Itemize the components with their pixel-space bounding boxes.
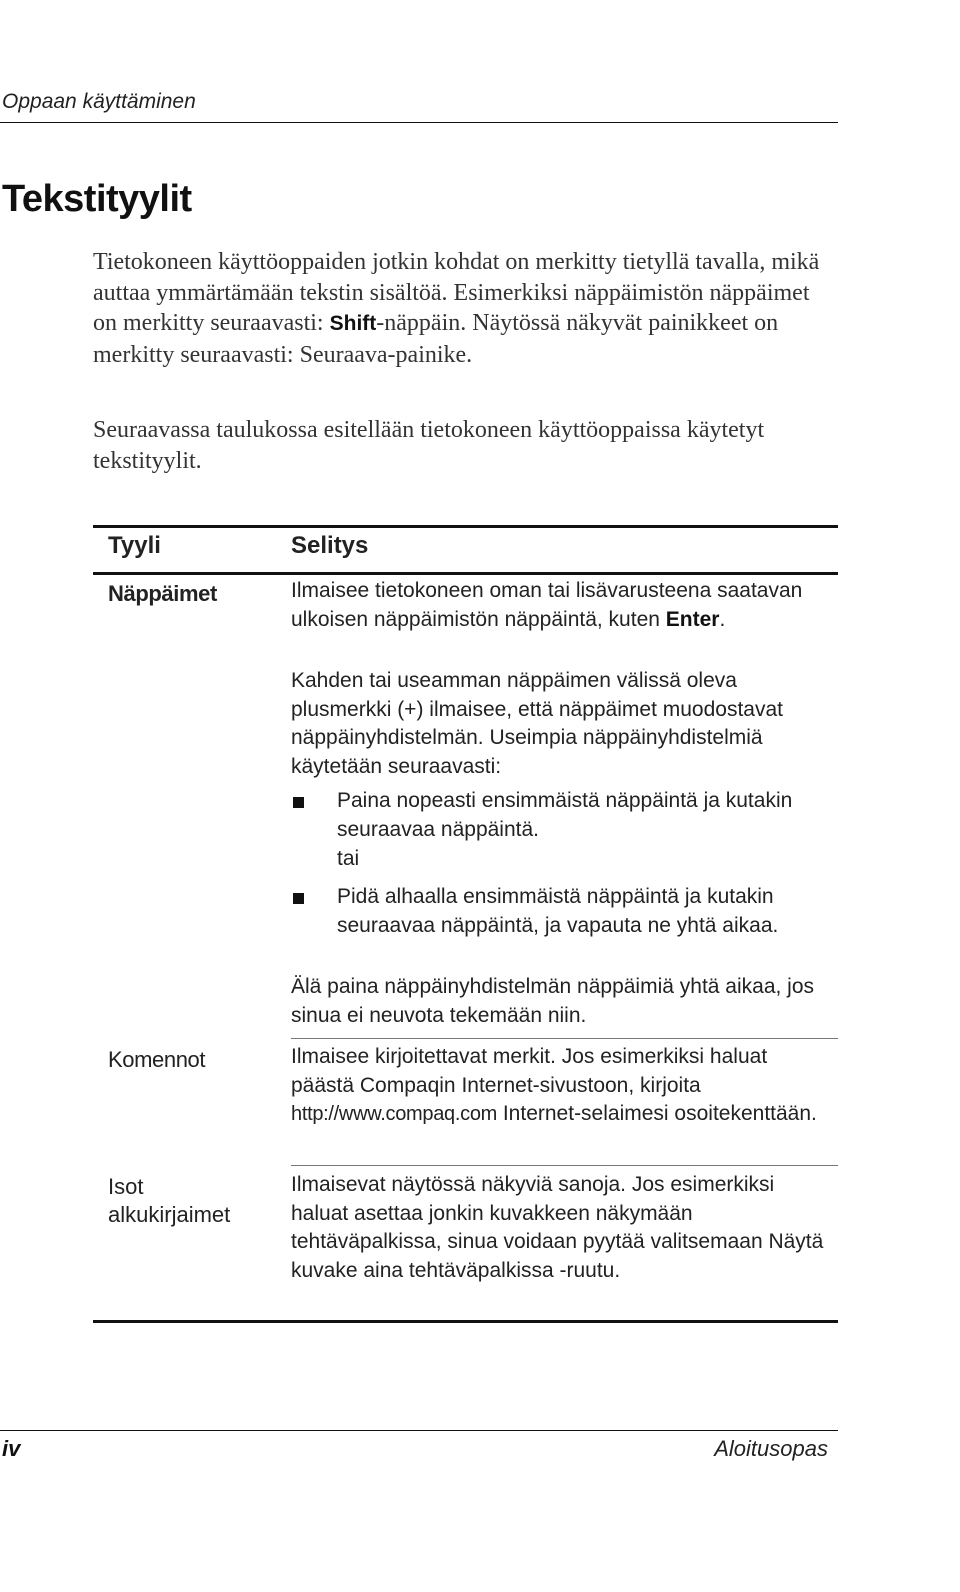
row-keys-desc-1 [291,577,831,634]
running-header: Oppaan käyttäminen [2,90,196,113]
row-commands-text-b: Internet-selaimesi osoitekenttään. [497,1102,817,1125]
bullet-1-text: Paina nopeasti ensimmäistä näppäintä ja kutakin seuraavaa näppäintä. [337,789,793,841]
bullet-square-icon [293,797,304,808]
row-keys-text-p2: Kahden tai useamman näppäimen välissä oleva plusmerkki (+) ilmaisee, että näppäimet muodostavat näppäinyhdistelmän. Useimpia näppäinyhdistelmiä käytetään seuraavasti: [291,669,783,778]
row-commands-style: Komennot [108,1047,206,1072]
column-header-description: Selitys [291,532,369,559]
column-header-style: Tyyli [108,532,161,559]
row-capitals-desc [291,1171,831,1285]
row-divider [291,1038,838,1039]
intro-text-b: -näppäin. Näytössä näkyvät painikkeet on merkitty seuraavasti: Seuraava-painike. [93,310,779,368]
row-keys-desc-3 [291,973,831,1030]
footer-rule [0,1430,838,1431]
intro-text-a: Tietokoneen käyttöoppaiden jotkin kohdat on merkitty tietyllä tavalla, mikä auttaa ymmärtämään tekstin sisältöä. Esimerkiksi näppäimistön näppäimet on merkitty seuraavasti: [93,249,820,336]
intro-text-p2: Seuraavassa taulukossa esitellään tietokoneen käyttöoppaissa käytetyt tekstityylit. [93,417,765,474]
bullet-square-icon [293,893,304,904]
or-separator: tai [337,847,360,870]
example-url: http://www.compaq.com [291,1103,498,1125]
table-header-rule [93,572,838,575]
row-capitals-text: Ilmaisevat näytössä näkyviä sanoja. Jos esimerkiksi haluat asettaa jonkin kuvakkeen näkymään tehtäväpalkissa, sinua voidaan pyytää valitsemaan Näytä kuvake aina tehtäväpalkissa -ruutu. [291,1173,824,1282]
page-number: iv [2,1436,21,1461]
row-keys-text-a: Ilmaisee tietokoneen oman tai lisävarusteena saatavan ulkoisen näppäimistön näppäintä, kuten [291,579,803,631]
row-commands-text-a: Ilmaisee kirjoitettavat merkit. Jos esimerkiksi haluat päästä Compaqin Internet-sivustoon, kirjoita [291,1045,768,1097]
row-keys-text-p3: Älä paina näppäinyhdistelmän näppäimiä yhtä aikaa, jos sinua ei neuvota tekemään niin. [291,975,815,1027]
bullet-2-text: Pidä alhaalla ensimmäistä näppäintä ja kutakin seuraavaa näppäintä, ja vapauta ne yhtä aikaa. [337,885,779,937]
row-keys-style: Näppäimet [108,581,217,606]
row-divider [291,1165,838,1166]
row-keys-text-b: . [719,607,726,631]
list-item [291,787,831,844]
table-bottom-rule [93,1320,838,1323]
row-keys-desc-2 [291,667,831,781]
header-rule [0,122,838,123]
table-top-rule [93,525,838,528]
key-shift: Shift [329,312,377,335]
list-item [291,883,831,940]
row-commands-desc [291,1043,831,1129]
row-capitals-style: Isot alkukirjaimet [108,1174,231,1227]
key-enter: Enter [665,607,720,631]
page-title: Tekstityylit [2,178,192,220]
intro-paragraph-1 [93,247,833,370]
intro-paragraph-2 [93,415,833,476]
book-title: Aloitusopas [714,1436,828,1461]
